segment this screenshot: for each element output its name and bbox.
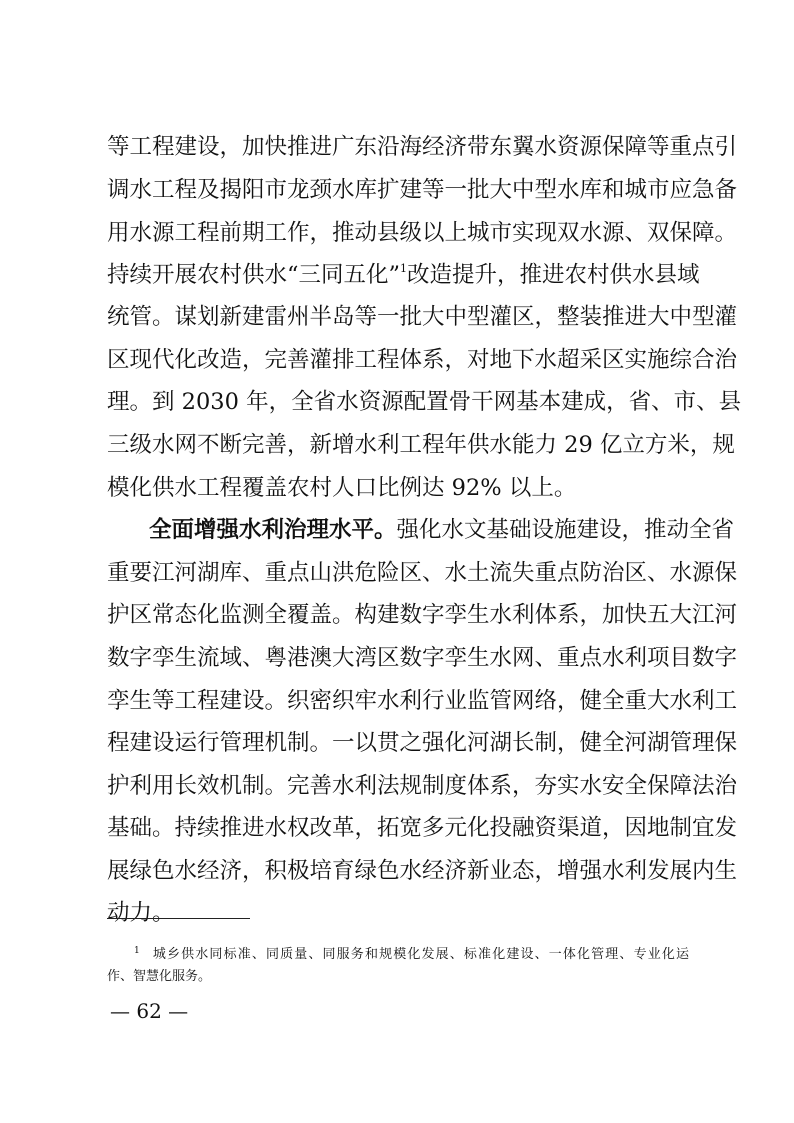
footnote-mark: 1 [134, 945, 140, 956]
paragraph2-heading: 全面增强水利治理水平。 [149, 517, 397, 543]
body-line-4 [107, 255, 700, 295]
paragraph2-line-1 [107, 510, 735, 550]
paragraph2-line-4: 数字孪生流域、粤港澳大湾区数字孪生水网、重点水利项目数字 [107, 645, 738, 671]
paragraph2-line-8: 基础。持续推进水权改革，拓宽多元化投融资渠道，因地制宜发 [107, 815, 738, 841]
body-line-2: 调水工程及揭阳市龙颈水库扩建等一批大中型水库和城市应急备 [107, 177, 738, 203]
paragraph2-line-6: 程建设运行管理机制。一以贯之强化河湖长制，健全河湖管理保 [107, 730, 738, 756]
body-line-8: 三级水网不断完善，新增水利工程年供水能力 29 亿立方米，规 [107, 432, 735, 458]
paragraph2-line-2: 重要江河湖库、重点山洪危险区、水土流失重点防治区、水源保 [107, 560, 738, 586]
body-line-7: 理。到 2030 年，全省水资源配置骨干网基本建成，省、市、县 [107, 389, 742, 415]
footnote-text-1: 城乡供水同标准、同质量、同服务和规模化发展、标准化建设、一体化管理、专业化运 [151, 947, 689, 962]
body-line-9: 模化供水工程覆盖农村人口比例达 92% 以上。 [107, 475, 577, 501]
footnote-line-2: 作、智慧化服务。 [107, 969, 212, 984]
body-line-5: 统管。谋划新建雷州半岛等一批大中型灌区，整装推进大中型灌 [107, 304, 738, 330]
paragraph2-line-3: 护区常态化监测全覆盖。构建数字孪生水利体系，加快五大江河 [107, 602, 738, 628]
body-line-3: 用水源工程前期工作，推动县级以上城市实现双水源、双保障。 [107, 220, 738, 246]
paragraph2-line-5: 孪生等工程建设。织密织牢水利行业监管网络，健全重大水利工 [107, 688, 738, 714]
body-line-1: 等工程建设，加快推进广东沿海经济带东翼水资源保障等重点引 [107, 134, 738, 160]
paragraph2-first-text: 强化水文基础设施建设，推动全省 [396, 517, 735, 543]
page-number: — 62 — [110, 999, 189, 1023]
footnote-separator [107, 918, 250, 919]
paragraph2-line-10: 动力。 [107, 900, 175, 926]
body-line-4-part-b: 改造提升，推进农村供水县域 [407, 262, 700, 288]
body-line-6: 区现代化改造，完善灌排工程体系，对地下水超采区实施综合治 [107, 347, 738, 373]
footnote-line-1 [107, 944, 689, 966]
footnote-reference: 1 [400, 261, 408, 275]
paragraph2-line-9: 展绿色水经济，积极培育绿色水经济新业态，增强水利发展内生 [107, 858, 738, 884]
body-line-4-part-a: 持续开展农村供水“三同五化” [107, 262, 401, 288]
paragraph2-line-7: 护利用长效机制。完善水利法规制度体系，夯实水安全保障法治 [107, 773, 738, 799]
